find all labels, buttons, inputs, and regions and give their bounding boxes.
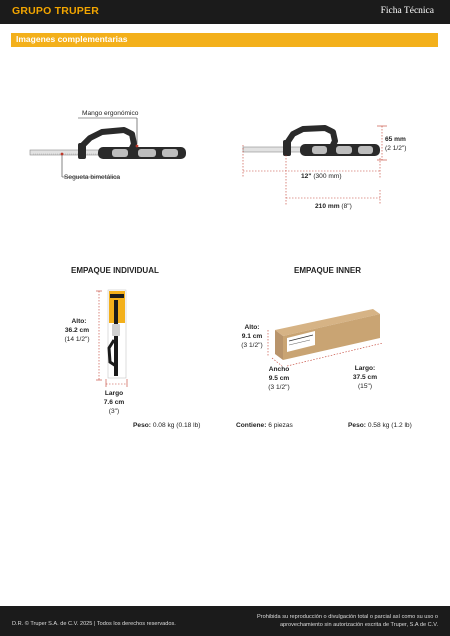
- pack-inner-title: EMPAQUE INNER: [294, 266, 361, 275]
- dim-height-mm: 65 mm: [385, 136, 406, 143]
- pack-ind-alto-in: (14 1/2"): [64, 336, 90, 343]
- footer-copyright: D.R. © Truper S.A. de C.V. 2025 | Todos los derechos reservados.: [12, 621, 176, 627]
- document-title: Ficha Técnica: [380, 6, 434, 16]
- footer-legal-line2: aprovechamiento sin autorización escrita de Truper, S.A de C.V.: [279, 622, 438, 628]
- pack-ind-alto-label: Alto:: [71, 318, 87, 325]
- pack-individual-title: EMPAQUE INDIVIDUAL: [71, 266, 159, 275]
- pack-ind-largo-in: (3"): [108, 408, 120, 415]
- pack-ind-alto-cm: 36.2 cm: [64, 327, 90, 334]
- pack-inner-ancho-in: (3 1/2"): [268, 384, 290, 391]
- pack-inner-alto-cm: 9.1 cm: [241, 333, 263, 340]
- pack-inner-ancho-label: Ancho: [268, 366, 290, 373]
- pack-inner-largo-label: Largo:: [354, 365, 376, 372]
- dim-blade: 12" (300 mm): [301, 173, 342, 180]
- pack-inner-weight: Peso: 0.58 kg (1.2 lb): [348, 422, 412, 429]
- dim-height-in: (2 1/2"): [385, 145, 407, 152]
- label-handle: Mango ergonómico: [82, 110, 139, 117]
- pack-inner-largo-in: (15"): [357, 383, 373, 390]
- pack-inner-alto-label: Alto:: [244, 324, 260, 331]
- pack-inner-largo-cm: 37.5 cm: [352, 374, 378, 381]
- section-title: Imagenes complementarias: [16, 34, 128, 44]
- label-blade: Segueta bimetálica: [64, 174, 121, 181]
- pack-inner-alto-in: (3 1/2"): [241, 342, 263, 349]
- brand-logo: GRUPO TRUPER: [12, 5, 99, 17]
- pack-ind-largo-cm: 7.6 cm: [103, 399, 125, 406]
- pack-individual-weight: Peso: 0.08 kg (0.18 lb): [133, 422, 201, 429]
- pack-inner-contents: Contiene: 6 piezas: [236, 422, 293, 429]
- footer-legal: [238, 613, 438, 629]
- pack-inner-ancho-cm: 9.5 cm: [268, 375, 290, 382]
- dim-total: 210 mm (8"): [315, 203, 352, 210]
- footer-bar: [0, 606, 450, 636]
- footer-legal-line1: Prohibida su reproducción o divulgación total o parcial así como su uso o: [257, 614, 438, 620]
- pack-ind-largo-label: Largo: [104, 390, 124, 397]
